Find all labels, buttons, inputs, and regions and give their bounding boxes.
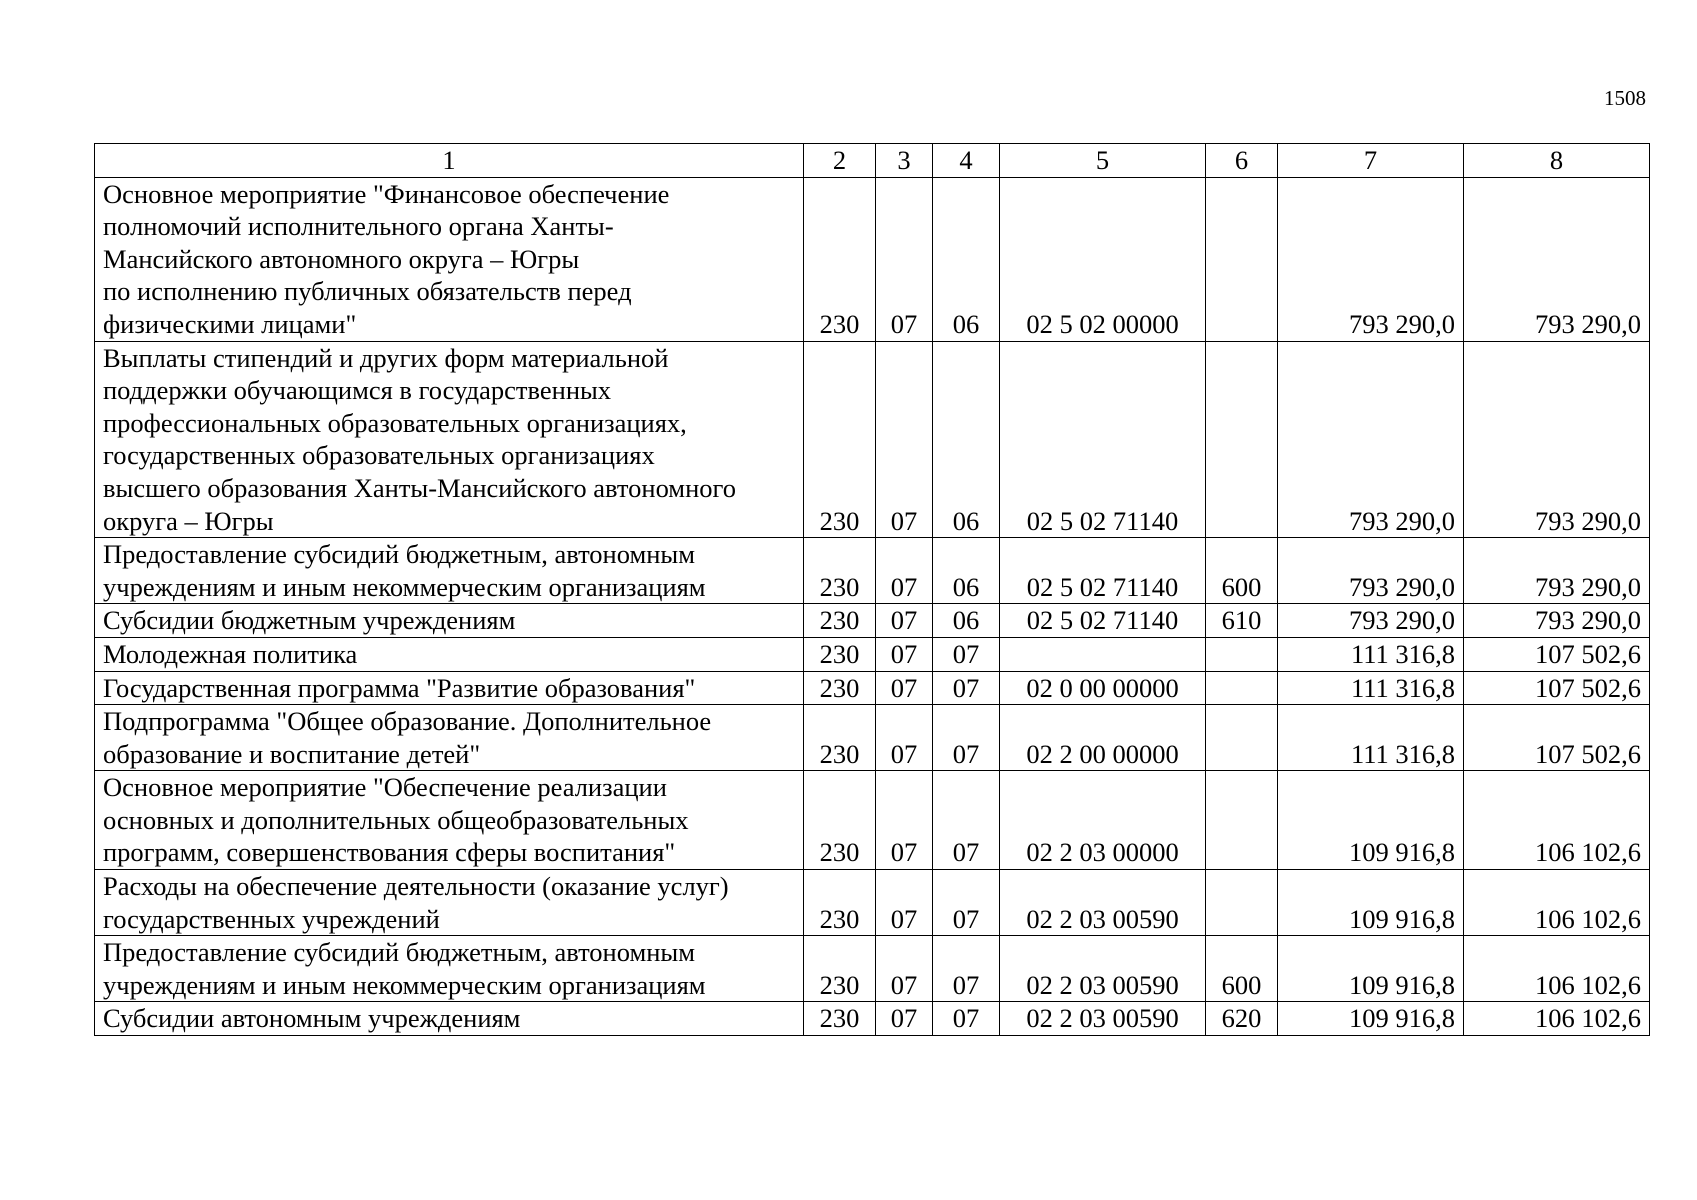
amount-year-2-cell: 107 502,6 — [1464, 671, 1650, 705]
item-name-line: Субсидии автономным учреждениям — [103, 1003, 521, 1034]
subsection-cell: 06 — [933, 177, 1000, 341]
amount-year-2-cell: 106 102,6 — [1464, 870, 1650, 936]
expense-type-cell: 600 — [1206, 936, 1278, 1002]
amount-year-2-cell: 106 102,6 — [1464, 1002, 1650, 1036]
column-header-5: 5 — [1000, 144, 1206, 178]
item-name-line: профессиональных образовательных организациях, — [103, 407, 687, 438]
amount-year-1-cell: 109 916,8 — [1278, 936, 1464, 1002]
target-article-cell: 02 2 03 00590 — [1000, 1002, 1206, 1036]
subsection-cell: 07 — [933, 936, 1000, 1002]
table-body — [95, 144, 1650, 1036]
item-name-cell — [95, 870, 804, 936]
amount-year-2-cell: 107 502,6 — [1464, 705, 1650, 771]
admin-code-cell: 230 — [804, 936, 876, 1002]
item-name-line: учреждениям и иным некоммерческим организациям — [103, 969, 706, 1000]
amount-year-2-cell: 106 102,6 — [1464, 771, 1650, 870]
table-row — [95, 637, 1650, 671]
expense-type-cell — [1206, 637, 1278, 671]
page-number: 1508 — [1604, 86, 1646, 110]
item-name-line: программ, совершенствования сферы воспитания" — [103, 837, 676, 868]
item-name-line: округа – Югры — [103, 505, 274, 536]
item-name-cell — [95, 538, 804, 604]
column-header-7: 7 — [1278, 144, 1464, 178]
item-name-line: учреждениям и иным некоммерческим организациям — [103, 571, 706, 602]
item-name-cell — [95, 671, 804, 705]
amount-year-2-cell: 793 290,0 — [1464, 341, 1650, 538]
section-cell: 07 — [876, 1002, 933, 1036]
item-name-line: Выплаты стипендий и других форм материальной — [103, 342, 669, 373]
admin-code-cell: 230 — [804, 604, 876, 638]
section-cell: 07 — [876, 637, 933, 671]
item-name-line: Расходы на обеспечение деятельности (оказание услуг) — [103, 871, 729, 902]
column-header-4: 4 — [933, 144, 1000, 178]
target-article-cell: 02 2 03 00000 — [1000, 771, 1206, 870]
item-name-line: высшего образования Ханты-Мансийского автономного — [103, 472, 736, 503]
subsection-cell: 07 — [933, 870, 1000, 936]
target-article-cell — [1000, 637, 1206, 671]
subsection-cell: 06 — [933, 604, 1000, 638]
admin-code-cell: 230 — [804, 177, 876, 341]
column-header-2: 2 — [804, 144, 876, 178]
item-name-line: государственных учреждений — [103, 903, 440, 934]
item-name-cell — [95, 1002, 804, 1036]
column-header-1: 1 — [95, 144, 804, 178]
column-header-8: 8 — [1464, 144, 1650, 178]
table-row — [95, 604, 1650, 638]
table-row — [95, 771, 1650, 870]
subsection-cell: 06 — [933, 341, 1000, 538]
target-article-cell: 02 5 02 71140 — [1000, 604, 1206, 638]
table-row — [95, 870, 1650, 936]
amount-year-1-cell: 793 290,0 — [1278, 604, 1464, 638]
section-cell: 07 — [876, 538, 933, 604]
item-name-line: Предоставление субсидий бюджетным, автономным — [103, 937, 696, 968]
amount-year-1-cell: 793 290,0 — [1278, 177, 1464, 341]
item-name-cell — [95, 771, 804, 870]
subsection-cell: 06 — [933, 538, 1000, 604]
expense-type-cell — [1206, 341, 1278, 538]
section-cell: 07 — [876, 771, 933, 870]
admin-code-cell: 230 — [804, 538, 876, 604]
item-name-line: Мансийского автономного округа – Югры — [103, 243, 580, 274]
item-name-line: Субсидии бюджетным учреждениям — [103, 605, 516, 636]
table-row — [95, 671, 1650, 705]
amount-year-1-cell: 109 916,8 — [1278, 870, 1464, 936]
item-name-cell — [95, 936, 804, 1002]
amount-year-2-cell: 793 290,0 — [1464, 604, 1650, 638]
table-row — [95, 936, 1650, 1002]
header-row — [95, 144, 1650, 178]
table-row — [95, 1002, 1650, 1036]
target-article-cell: 02 2 03 00590 — [1000, 870, 1206, 936]
admin-code-cell: 230 — [804, 771, 876, 870]
amount-year-1-cell: 793 290,0 — [1278, 341, 1464, 538]
expense-type-cell: 600 — [1206, 538, 1278, 604]
item-name-line: по исполнению публичных обязательств перед — [103, 276, 632, 307]
target-article-cell: 02 2 03 00590 — [1000, 936, 1206, 1002]
amount-year-1-cell: 109 916,8 — [1278, 771, 1464, 870]
column-header-6: 6 — [1206, 144, 1278, 178]
expense-type-cell — [1206, 671, 1278, 705]
admin-code-cell: 230 — [804, 637, 876, 671]
admin-code-cell: 230 — [804, 870, 876, 936]
target-article-cell: 02 0 00 00000 — [1000, 671, 1206, 705]
amount-year-2-cell: 106 102,6 — [1464, 936, 1650, 1002]
expense-type-cell — [1206, 705, 1278, 771]
target-article-cell: 02 5 02 00000 — [1000, 177, 1206, 341]
item-name-line: Подпрограмма "Общее образование. Дополнительное — [103, 706, 712, 737]
expense-type-cell — [1206, 771, 1278, 870]
table-row — [95, 538, 1650, 604]
amount-year-1-cell: 111 316,8 — [1278, 637, 1464, 671]
section-cell: 07 — [876, 177, 933, 341]
section-cell: 07 — [876, 705, 933, 771]
table-row — [95, 177, 1650, 341]
section-cell: 07 — [876, 341, 933, 538]
column-header-3: 3 — [876, 144, 933, 178]
subsection-cell: 07 — [933, 637, 1000, 671]
item-name-line: государственных образовательных организациях — [103, 440, 655, 471]
expense-type-cell: 610 — [1206, 604, 1278, 638]
admin-code-cell: 230 — [804, 705, 876, 771]
admin-code-cell: 230 — [804, 671, 876, 705]
item-name-cell — [95, 604, 804, 638]
section-cell: 07 — [876, 604, 933, 638]
expense-type-cell: 620 — [1206, 1002, 1278, 1036]
subsection-cell: 07 — [933, 705, 1000, 771]
item-name-line: Государственная программа "Развитие образования" — [103, 672, 696, 703]
amount-year-1-cell: 111 316,8 — [1278, 705, 1464, 771]
item-name-line: основных и дополнительных общеобразовательных — [103, 804, 689, 835]
item-name-line: Основное мероприятие "Обеспечение реализации — [103, 772, 667, 803]
amount-year-1-cell: 111 316,8 — [1278, 671, 1464, 705]
expense-type-cell — [1206, 870, 1278, 936]
item-name-line: поддержки обучающимся в государственных — [103, 375, 612, 406]
target-article-cell: 02 5 02 71140 — [1000, 538, 1206, 604]
section-cell: 07 — [876, 870, 933, 936]
item-name-line: образование и воспитание детей" — [103, 738, 481, 769]
item-name-line: физическими лицами" — [103, 308, 357, 339]
table-row — [95, 705, 1650, 771]
item-name-cell — [95, 177, 804, 341]
amount-year-1-cell: 793 290,0 — [1278, 538, 1464, 604]
admin-code-cell: 230 — [804, 341, 876, 538]
expense-type-cell — [1206, 177, 1278, 341]
amount-year-1-cell: 109 916,8 — [1278, 1002, 1464, 1036]
section-cell: 07 — [876, 671, 933, 705]
subsection-cell: 07 — [933, 671, 1000, 705]
item-name-cell — [95, 705, 804, 771]
section-cell: 07 — [876, 936, 933, 1002]
amount-year-2-cell: 793 290,0 — [1464, 538, 1650, 604]
amount-year-2-cell: 107 502,6 — [1464, 637, 1650, 671]
target-article-cell: 02 2 00 00000 — [1000, 705, 1206, 771]
item-name-line: Предоставление субсидий бюджетным, автономным — [103, 539, 696, 570]
item-name-cell — [95, 341, 804, 538]
target-article-cell: 02 5 02 71140 — [1000, 341, 1206, 538]
subsection-cell: 07 — [933, 771, 1000, 870]
item-name-line: полномочий исполнительного органа Ханты- — [103, 211, 614, 242]
item-name-line: Молодежная политика — [103, 638, 358, 669]
amount-year-2-cell: 793 290,0 — [1464, 177, 1650, 341]
table-row — [95, 341, 1650, 538]
admin-code-cell: 230 — [804, 1002, 876, 1036]
item-name-cell — [95, 637, 804, 671]
item-name-line: Основное мероприятие "Финансовое обеспечение — [103, 178, 670, 209]
subsection-cell: 07 — [933, 1002, 1000, 1036]
budget-table — [94, 143, 1650, 1036]
